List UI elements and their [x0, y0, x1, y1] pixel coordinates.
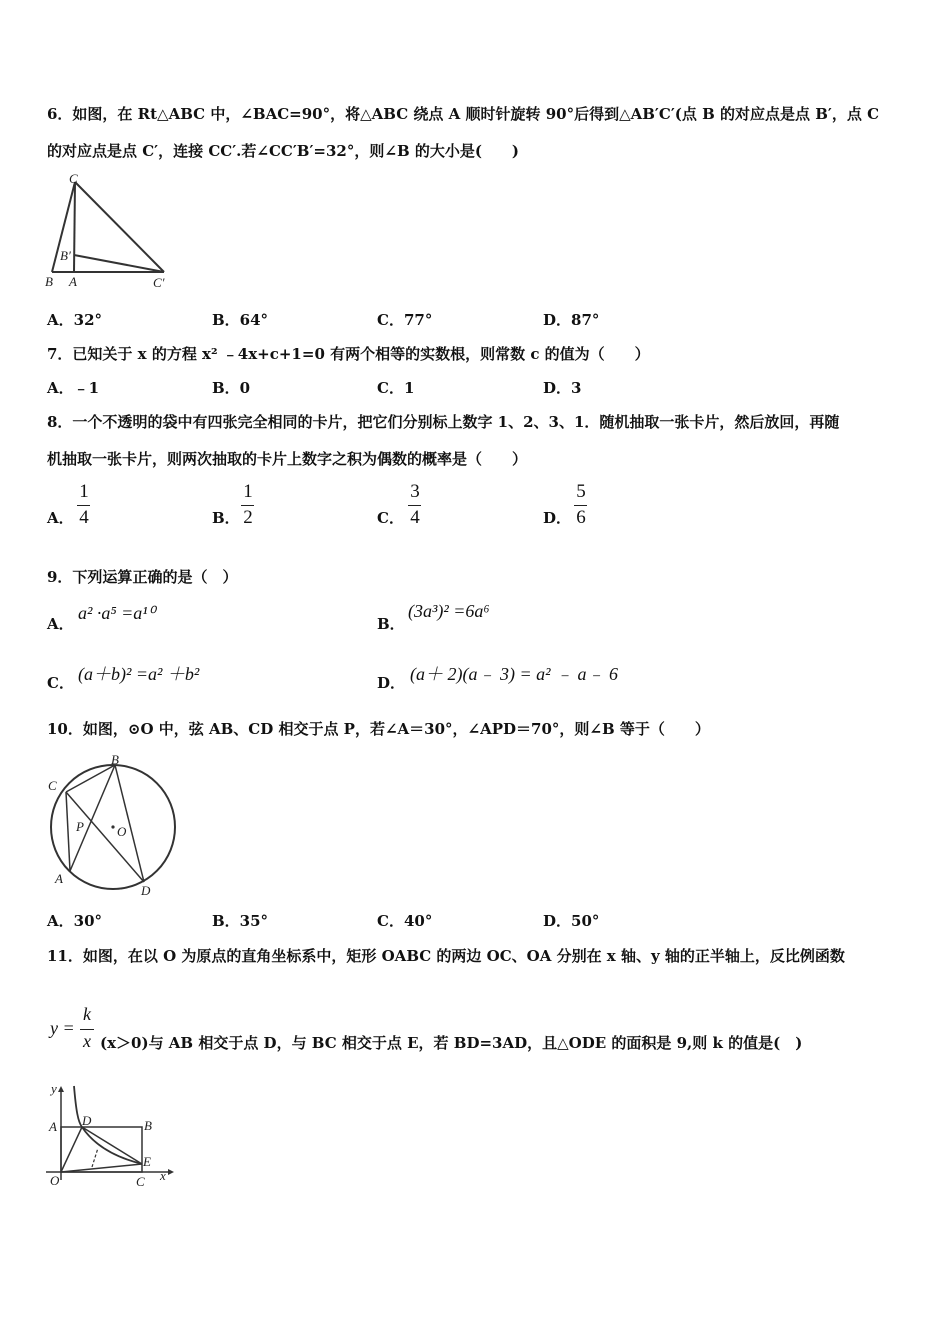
q11-label-a: A [49, 1119, 57, 1134]
q11-label-b: B [144, 1118, 152, 1133]
q10-option-d: D．50° [543, 912, 600, 930]
q11-text-line1: 11．如图，在以 O 为原点的直角坐标系中，矩形 OABC 的两边 OC、OA 分别在 x 轴、y 轴的正半轴上，反比例函数 [47, 947, 845, 965]
q10-label-p: P [76, 819, 84, 834]
q10-label-o: O [117, 824, 127, 839]
q9-option-d-label: D． [377, 674, 406, 692]
q8-text-line2: 机抽取一张卡片，则两次抽取的卡片上数字之积为偶数的概率是（ ） [47, 450, 528, 468]
q6-option-d: D．87° [543, 311, 600, 329]
q8-option-d-numerator: 5 [576, 481, 586, 502]
q6-option-c: C．77° [377, 311, 433, 329]
q6-triangle-figure [40, 172, 180, 292]
q9-option-c-expr: (a＋b)² =a² ＋b² [78, 664, 200, 684]
q8-option-c-denominator: 4 [410, 507, 420, 528]
q11-text-line2: (x＞0)与 AB 相交于点 D，与 BC 相交于点 E，若 BD=3AD，且△ODE 的面积是 9,则 k 的值是( ) [100, 1034, 803, 1052]
q8-option-b-numerator: 1 [243, 481, 253, 502]
q8-option-b-denominator: 2 [243, 507, 253, 528]
q11-coordinate-figure [40, 1080, 180, 1190]
q8-option-d-denominator: 6 [576, 507, 586, 528]
q10-label-b: B [111, 752, 119, 767]
q11-label-x: x [160, 1168, 166, 1183]
q9-option-d-expr: (a＋ 2)(a﹣ 3) = a² ﹣ a﹣ 6 [410, 664, 619, 684]
q11-label-c: C [136, 1174, 145, 1189]
q10-text: 10．如图，⊙O 中，弦 AB、CD 相交于点 P，若∠A＝30°，∠APD＝70°，则∠B 等于（ ） [47, 720, 710, 738]
q10-option-c: C．40° [377, 912, 433, 930]
q6-label-b-prime: B′ [60, 248, 71, 263]
q9-option-a-expr: a² ·a⁵ =a¹⁰ [78, 603, 155, 623]
q9-text: 9．下列运算正确的是（ ） [47, 568, 238, 586]
q6-label-c-prime: C′ [153, 275, 165, 290]
q6-option-a: A．32° [47, 311, 103, 329]
q9-option-c-label: C． [47, 674, 74, 692]
q8-option-d-fraction-bar [574, 505, 587, 506]
q11-formula-numerator: k [83, 1004, 91, 1024]
q8-option-a-denominator: 4 [79, 507, 89, 528]
q6-label-a: A [69, 274, 77, 289]
q8-option-c-numerator: 3 [410, 481, 420, 502]
q8-option-a-label: A． [47, 509, 74, 527]
q8-option-c-label: C． [377, 509, 404, 527]
q9-option-b-label: B． [377, 615, 405, 633]
q8-option-b-label: B． [212, 509, 240, 527]
q8-option-c-fraction-bar [408, 505, 421, 506]
q7-option-b: B．0 [212, 379, 251, 397]
q8-option-a-numerator: 1 [79, 481, 89, 502]
q10-label-d: D [141, 883, 151, 898]
q11-label-e: E [143, 1154, 151, 1169]
q11-formula-denominator: x [83, 1031, 91, 1051]
q7-option-a: A．﹣1 [47, 379, 100, 397]
q8-text-line1: 8．一个不透明的袋中有四张完全相同的卡片，把它们分别标上数字 1、2、3、1．随机抽取一张卡片，然后放回，再随 [47, 413, 840, 431]
q9-option-b-expr: (3a³)² =6a⁶ [408, 601, 490, 621]
q8-option-b-fraction-bar [241, 505, 254, 506]
q11-formula-y: y = [50, 1018, 75, 1038]
q11-label-o: O [50, 1173, 60, 1188]
q11-formula-fraction-bar [80, 1029, 94, 1030]
q10-label-a: A [55, 871, 63, 886]
q8-option-d-label: D． [543, 509, 572, 527]
q10-circle-figure [42, 750, 182, 900]
q6-text-line2: 的对应点是点 C′，连接 CC′.若∠CC′B′=32°，则∠B 的大小是( ) [47, 142, 520, 160]
q6-label-c: C [69, 172, 78, 186]
q8-option-a-fraction-bar [77, 505, 90, 506]
q10-option-b: B．35° [212, 912, 269, 930]
q6-text-line1: 6．如图，在 Rt△ABC 中，∠BAC=90°，将△ABC 绕点 A 顺时针旋转 90°后得到△AB′C′(点 B 的对应点是点 B′，点 C [47, 105, 880, 123]
q7-option-c: C．1 [377, 379, 415, 397]
q6-option-b: B．64° [212, 311, 269, 329]
q7-option-d: D．3 [543, 379, 582, 397]
q6-label-b: B [45, 274, 53, 289]
q11-label-d: D [82, 1113, 92, 1128]
q11-label-y: y [51, 1081, 57, 1096]
q10-label-c: C [48, 778, 57, 793]
q7-text: 7．已知关于 x 的方程 x² ﹣4x+c+1=0 有两个相等的实数根，则常数 c 的值为（ ） [47, 345, 650, 363]
q10-option-a: A．30° [47, 912, 103, 930]
q9-option-a-label: A． [47, 615, 74, 633]
